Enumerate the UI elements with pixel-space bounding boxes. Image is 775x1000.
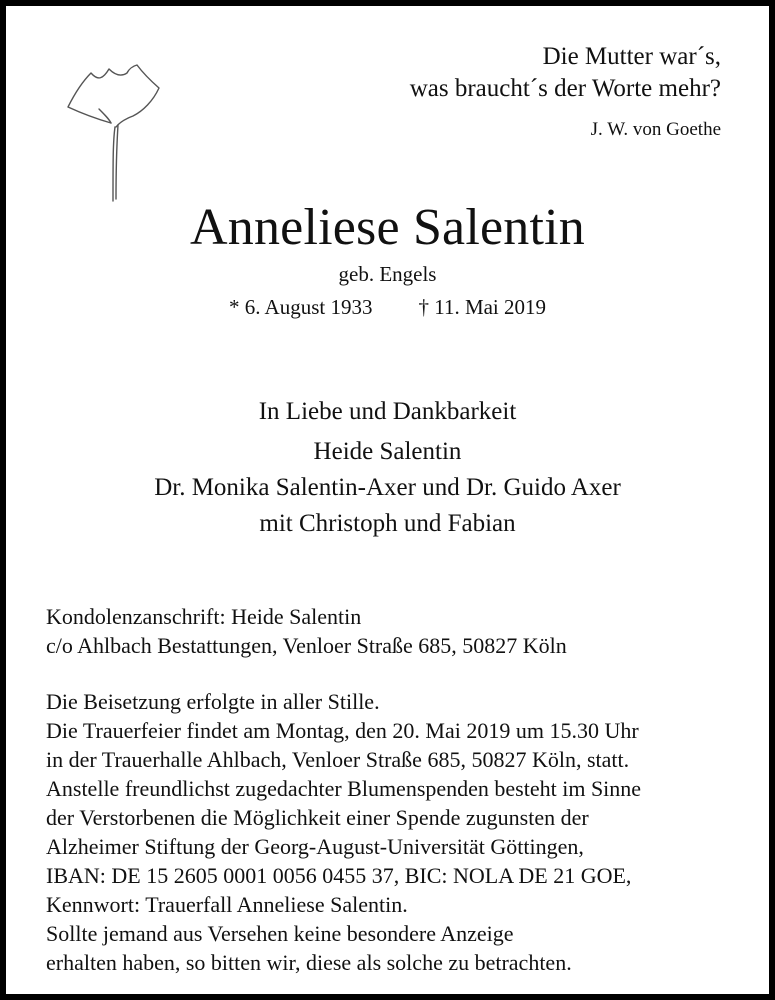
quote-author: J. W. von Goethe (590, 119, 721, 140)
mourners-intro: In Liebe und Dankbarkeit (258, 398, 517, 425)
details-line: erhalten haben, so bitten wir, diese als solche zu betrachten. (46, 950, 572, 975)
details-line: Anstelle freundlichst zugedachter Blumenspenden besteht im Sinne (46, 776, 642, 801)
details-line: Die Trauerfeier findet am Montag, den 20. Mai 2019 um 15.30 Uhr (46, 718, 639, 743)
birth-date: * 6. August 1933 (228, 295, 373, 319)
details-line: IBAN: DE 15 2605 0001 0056 0455 37, BIC: NOLA DE 21 GOE, (46, 863, 632, 888)
details-line: in der Trauerhalle Ahlbach, Venloer Straße 685, 50827 Köln, statt. (46, 747, 630, 772)
details-line: Die Beisetzung erfolgte in aller Stille. (46, 689, 380, 714)
details-line: der Verstorbenen die Möglichkeit einer Spende zugunsten der (46, 805, 589, 830)
condolence-address (46, 602, 567, 660)
mourner-name: Dr. Monika Salentin-Axer und Dr. Guido Axer (154, 474, 621, 501)
mourner-name: mit Christoph und Fabian (259, 510, 516, 537)
birth-name: geb. Engels (338, 262, 437, 286)
quote-line: was braucht´s der Worte mehr? (409, 75, 721, 102)
life-dates (6, 293, 769, 321)
death-date: † 11. Mai 2019 (418, 295, 547, 319)
mourner-name: Heide Salentin (313, 438, 462, 465)
deceased-name: Anneliese Salentin (190, 199, 585, 256)
goethe-quote (410, 41, 721, 143)
details-line: Sollte jemand aus Versehen keine besondere Anzeige (46, 921, 514, 946)
funeral-details (46, 687, 641, 977)
ginkgo-leaf-icon (61, 61, 171, 211)
address-line: c/o Ahlbach Bestattungen, Venloer Straße 685, 50827 Köln (46, 633, 567, 658)
address-line: Kondolenzanschrift: Heide Salentin (46, 604, 362, 629)
details-line: Alzheimer Stiftung der Georg-August-Universität Göttingen, (46, 834, 584, 859)
mourners-block (6, 396, 769, 542)
quote-line: Die Mutter war´s, (542, 43, 721, 70)
details-line: Kennwort: Trauerfall Anneliese Salentin. (46, 892, 408, 917)
